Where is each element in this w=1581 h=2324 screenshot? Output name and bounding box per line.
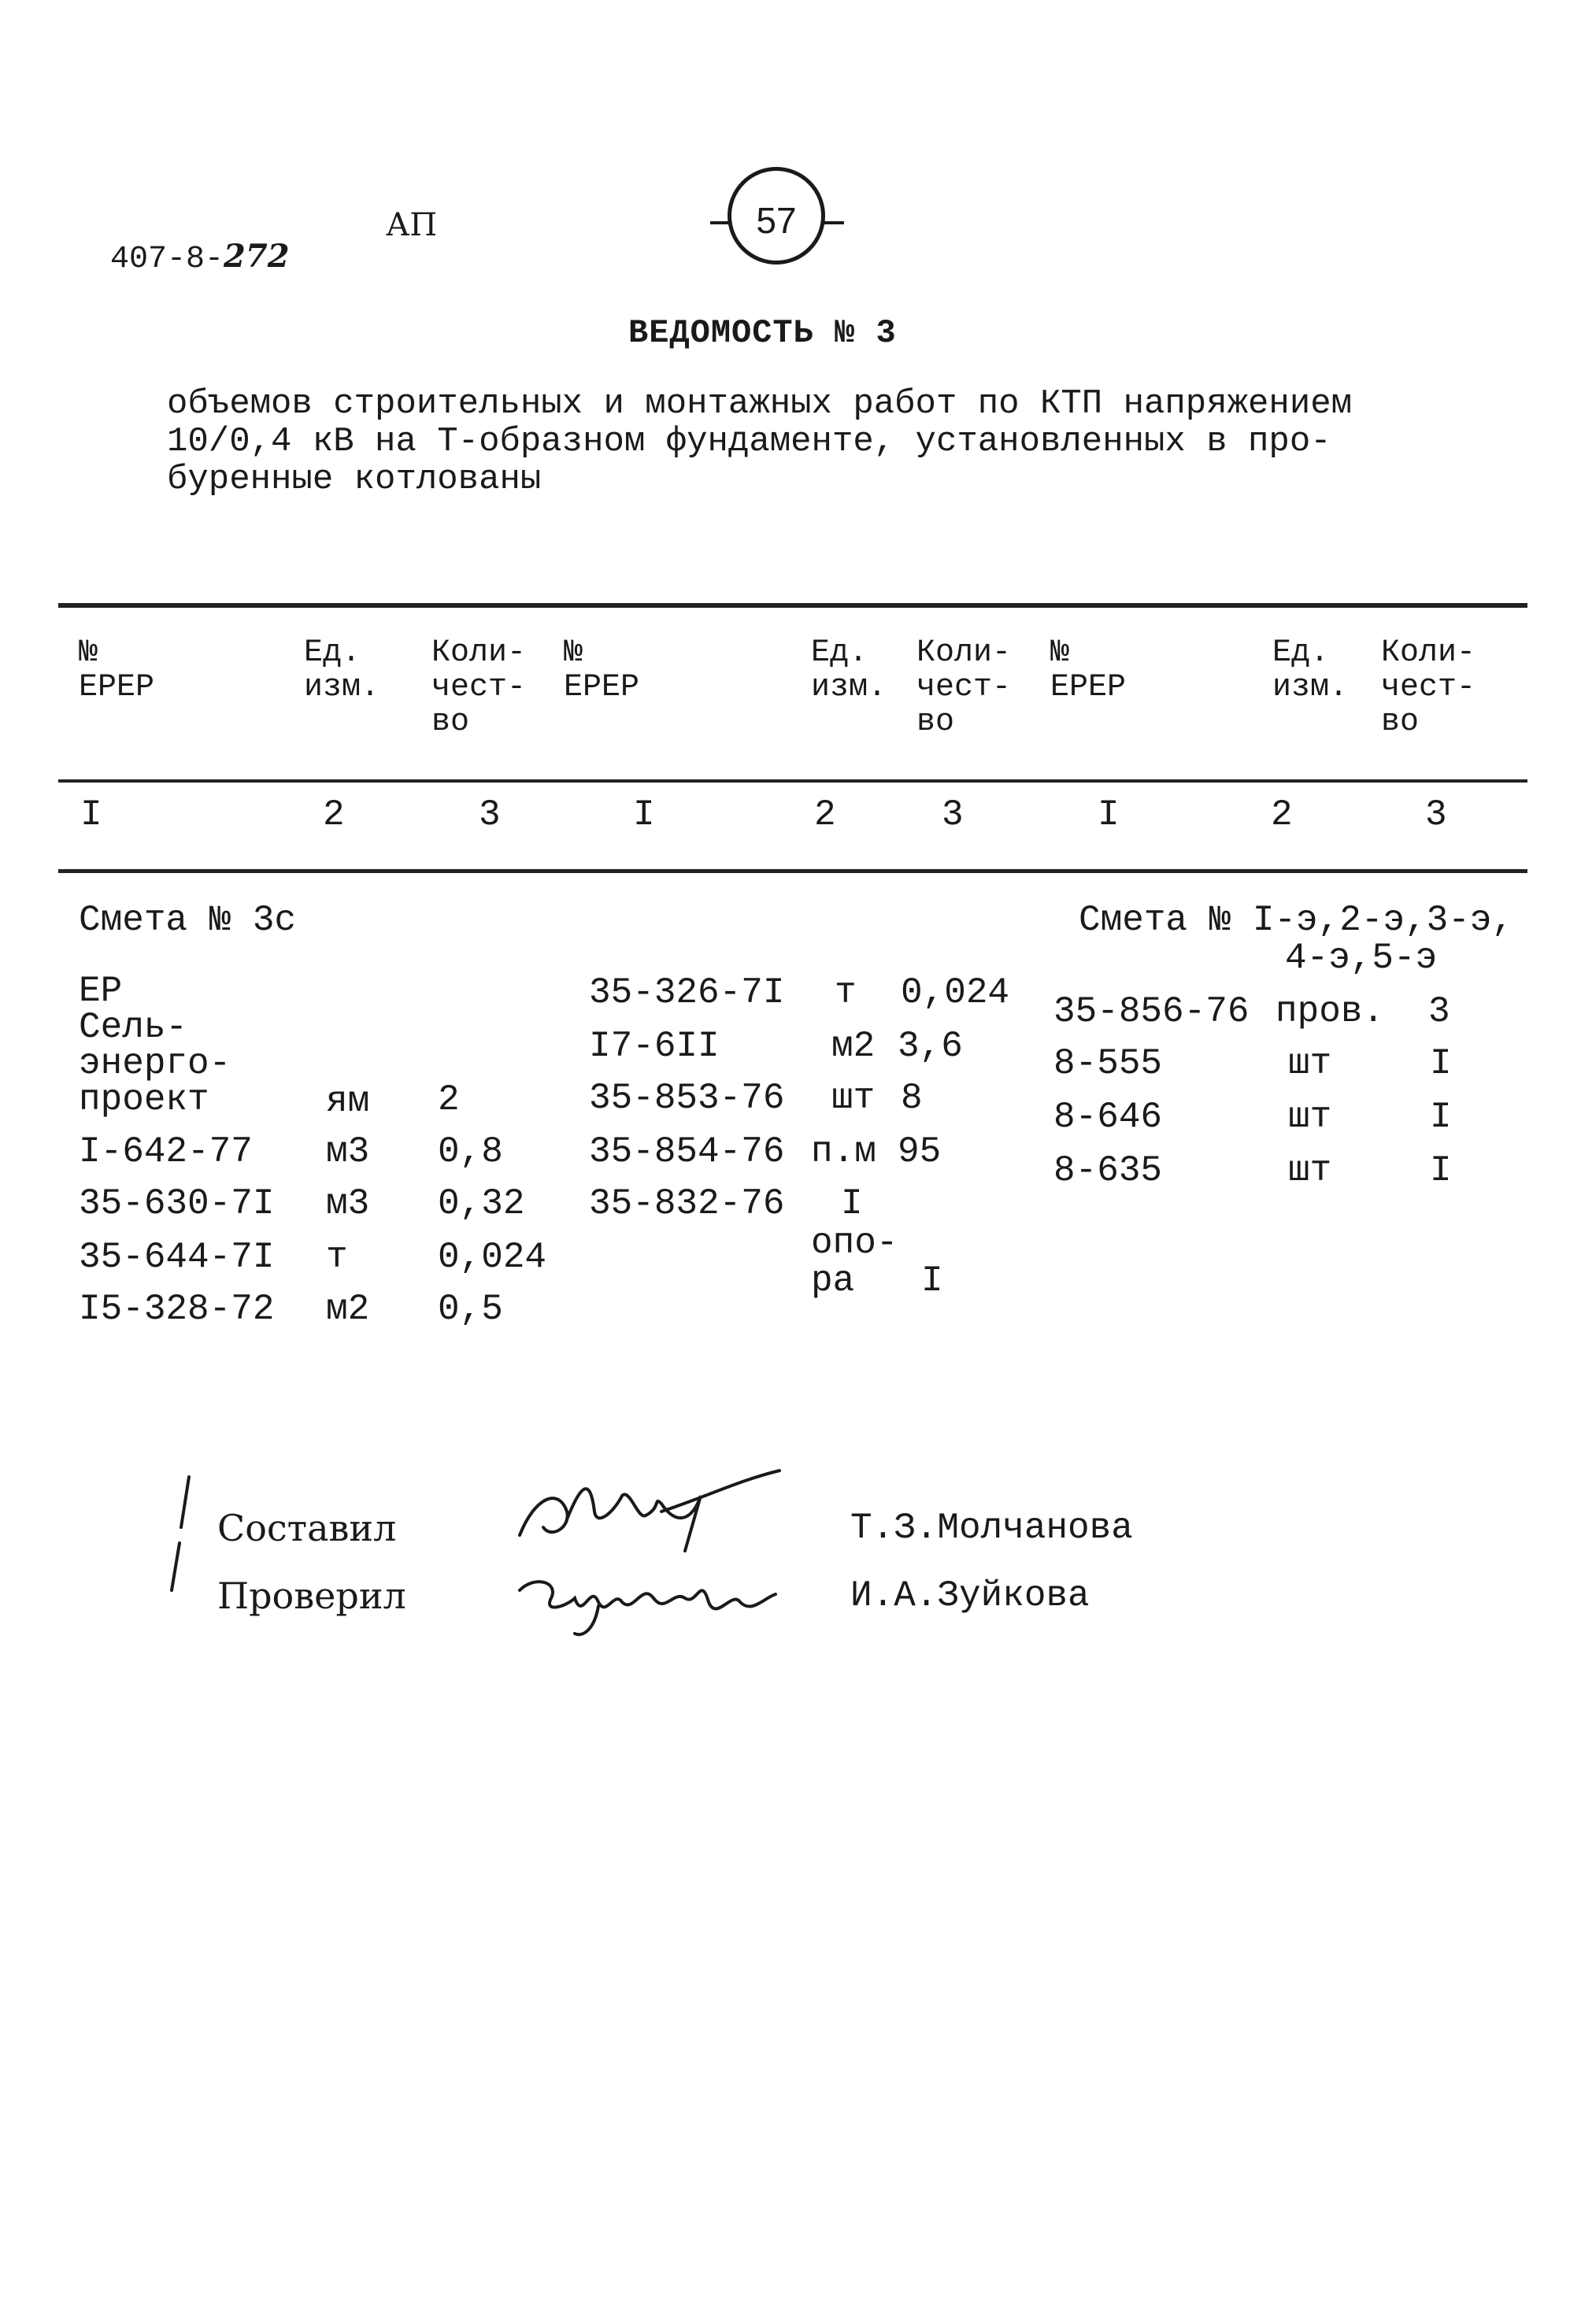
group2-row5-unit-cont1: опо- bbox=[811, 1223, 898, 1264]
group2-row2-unit: м2 bbox=[831, 1026, 876, 1067]
group2-row5-unit-cont2: ра bbox=[811, 1260, 855, 1301]
group1-row5-unit: м2 bbox=[326, 1289, 370, 1330]
group2-row4-code: 35-854-76 bbox=[589, 1131, 785, 1172]
header-col2-line2: изм. bbox=[304, 670, 380, 705]
group2-row3-unit: шт bbox=[831, 1078, 876, 1119]
group1-row1-qty: 2 bbox=[438, 1079, 460, 1120]
colnum-4: I bbox=[633, 794, 655, 835]
checked-name: И.А.Зуйкова bbox=[850, 1575, 1090, 1616]
group2-row4-qty: 95 bbox=[898, 1131, 942, 1172]
compiled-name: Т.З.Молчанова bbox=[850, 1508, 1133, 1549]
group3-row3-code: 8-646 bbox=[1053, 1097, 1163, 1138]
header-col7-line2: ЕРЕР bbox=[1050, 670, 1127, 705]
group1-row2-unit: м3 bbox=[326, 1131, 370, 1172]
group2-row3-qty: 8 bbox=[901, 1078, 923, 1119]
header-col6-line3: во bbox=[916, 705, 955, 740]
group1-row5-code: I5-328-72 bbox=[79, 1289, 275, 1330]
table-top-rule bbox=[58, 603, 1527, 608]
header-col3-line2: чест- bbox=[431, 670, 527, 705]
header-col8-line1: Ед. bbox=[1272, 635, 1330, 671]
colnum-5: 2 bbox=[814, 794, 836, 835]
signature-compiled bbox=[504, 1464, 787, 1567]
group1-org-line2: Сель- bbox=[79, 1007, 188, 1048]
group3-row3-unit: шт bbox=[1288, 1097, 1332, 1138]
document-code-printed: 407-8- bbox=[110, 242, 224, 277]
header-col4-line2: ЕРЕР bbox=[564, 670, 640, 705]
group1-row2-code: I-642-77 bbox=[79, 1131, 253, 1172]
header-col6-line2: чест- bbox=[916, 670, 1012, 705]
group1-heading: Смета № 3с bbox=[79, 900, 297, 941]
header-col4-line1: № bbox=[564, 635, 583, 671]
colnum-2: 2 bbox=[323, 794, 345, 835]
page-number-dash-right bbox=[824, 221, 844, 224]
header-col6-line1: Коли- bbox=[916, 635, 1012, 671]
header-col1-line1: № bbox=[79, 635, 98, 671]
group1-row4-unit: т bbox=[326, 1237, 348, 1278]
colnum-9: 3 bbox=[1425, 794, 1447, 835]
group3-row1-unit: пров. bbox=[1276, 991, 1385, 1032]
signature-checked bbox=[504, 1559, 787, 1645]
header-col7-line1: № bbox=[1050, 635, 1070, 671]
header-col5-line2: изм. bbox=[811, 670, 887, 705]
section-code: АП bbox=[386, 207, 438, 243]
group3-row3-qty: I bbox=[1430, 1097, 1452, 1138]
group3-row1-qty: 3 bbox=[1428, 991, 1450, 1032]
table-numbers-rule bbox=[58, 869, 1527, 873]
compiled-label: Составил bbox=[217, 1507, 397, 1549]
group3-row4-unit: шт bbox=[1288, 1150, 1332, 1191]
group3-heading-line2: 4-э,5-э bbox=[1285, 938, 1438, 979]
header-col8-line2: изм. bbox=[1272, 670, 1349, 705]
header-col1-line2: ЕРЕР bbox=[79, 670, 155, 705]
header-col3-line1: Коли- bbox=[431, 635, 527, 671]
header-col5-line1: Ед. bbox=[811, 635, 868, 671]
description-line-2: 10/0,4 кВ на Т-образном фундаменте, установленных в про- bbox=[167, 422, 1331, 461]
description-line-3: буренные котлованы bbox=[167, 460, 542, 499]
group2-row1-code: 35-326-7I bbox=[589, 972, 785, 1013]
header-col9-line2: чест- bbox=[1381, 670, 1476, 705]
group1-row2-qty: 0,8 bbox=[438, 1131, 503, 1172]
page-number-circle bbox=[728, 167, 825, 265]
group1-row3-qty: 0,32 bbox=[438, 1183, 525, 1224]
description-line-1: объемов строительных и монтажных работ по КТП напряжением bbox=[167, 384, 1353, 424]
group3-row4-code: 8-635 bbox=[1053, 1150, 1163, 1191]
group1-org-line1: ЕР bbox=[79, 971, 123, 1012]
group1-row5-qty: 0,5 bbox=[438, 1289, 503, 1330]
margin-stroke bbox=[157, 1472, 197, 1598]
group3-row2-code: 8-555 bbox=[1053, 1043, 1163, 1084]
group1-row3-code: 35-630-7I bbox=[79, 1183, 275, 1224]
group1-row4-qty: 0,024 bbox=[438, 1237, 547, 1278]
colnum-1: I bbox=[80, 794, 102, 835]
header-col9-line3: во bbox=[1381, 705, 1420, 740]
colnum-3: 3 bbox=[479, 794, 501, 835]
group2-row2-qty: 3,6 bbox=[898, 1026, 963, 1067]
group1-row4-code: 35-644-7I bbox=[79, 1237, 275, 1278]
colnum-7: I bbox=[1098, 794, 1120, 835]
group2-row1-unit: т bbox=[835, 972, 857, 1013]
header-col3-line3: во bbox=[431, 705, 470, 740]
group3-row4-qty: I bbox=[1430, 1150, 1452, 1191]
colnum-8: 2 bbox=[1271, 794, 1293, 835]
document-title: ВЕДОМОСТЬ № 3 bbox=[628, 314, 897, 352]
table-header-rule bbox=[58, 779, 1527, 783]
group3-heading-line1: Смета № I-э,2-э,3-э, bbox=[1079, 900, 1514, 941]
group2-row5-code: 35-832-76 bbox=[589, 1183, 785, 1224]
header-col9-line1: Коли- bbox=[1381, 635, 1476, 671]
colnum-6: 3 bbox=[942, 794, 964, 835]
document-code-handwritten: 272 bbox=[224, 238, 290, 275]
group2-row4-unit: п.м bbox=[811, 1131, 876, 1172]
group1-row3-unit: м3 bbox=[326, 1183, 370, 1224]
checked-label: Проверил bbox=[217, 1575, 406, 1617]
group2-row2-code: I7-6II bbox=[589, 1026, 720, 1067]
group2-row5-qty: I bbox=[921, 1260, 943, 1301]
group1-org-line3: энерго- bbox=[79, 1043, 231, 1084]
group3-row2-qty: I bbox=[1430, 1043, 1452, 1084]
group2-row1-qty: 0,024 bbox=[901, 972, 1010, 1013]
group3-row2-unit: шт bbox=[1288, 1043, 1332, 1084]
group1-row1-unit: ям bbox=[326, 1081, 370, 1122]
page-number: 57 bbox=[756, 200, 797, 241]
header-col2-line1: Ед. bbox=[304, 635, 361, 671]
group2-row5-unit: I bbox=[841, 1183, 863, 1224]
group2-row3-code: 35-853-76 bbox=[589, 1078, 785, 1119]
group1-org-line4: проект bbox=[79, 1079, 209, 1120]
group3-row1-code: 35-856-76 bbox=[1053, 991, 1250, 1032]
document-code bbox=[72, 209, 290, 276]
